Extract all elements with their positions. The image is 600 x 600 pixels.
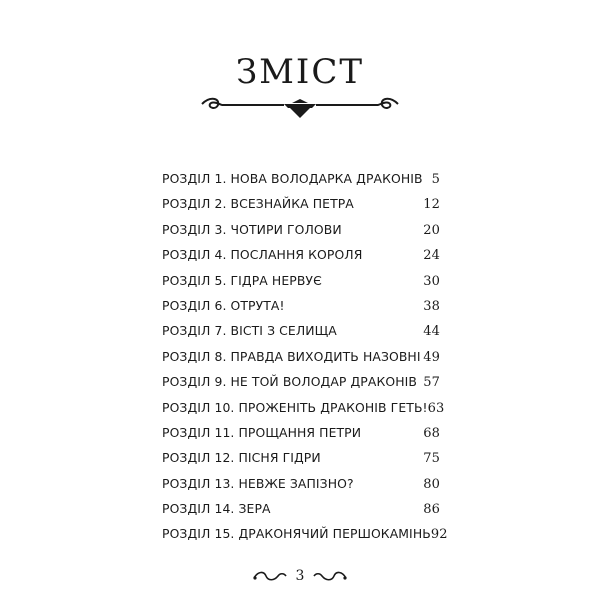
toc-entry-title: РОЗДІЛ 15. ДРАКОНЯЧИЙ ПЕРШОКАМІНЬ <box>162 526 431 542</box>
toc-entry[interactable] <box>162 196 440 221</box>
toc-entry-page: 63 <box>427 400 445 416</box>
toc-entry-title: РОЗДІЛ 13. НЕВЖЕ ЗАПІЗНО? <box>162 475 354 491</box>
page-title: ЗМІСТ <box>235 52 365 92</box>
toc-entry[interactable] <box>162 425 440 450</box>
toc-entry-title: РОЗДІЛ 2. ВСЕЗНАЙКА ПЕТРА <box>162 196 354 212</box>
toc-entry[interactable] <box>162 247 440 272</box>
toc-entry[interactable] <box>162 374 440 399</box>
page-footer <box>0 566 600 586</box>
toc-entry-title: РОЗДІЛ 3. ЧОТИРИ ГОЛОВИ <box>162 221 342 237</box>
toc-entry-title: РОЗДІЛ 14. ЗЕРА <box>162 501 271 517</box>
toc-entry[interactable] <box>162 349 440 374</box>
toc-entry[interactable] <box>162 399 445 425</box>
toc-entry-title: РОЗДІЛ 6. ОТРУТА! <box>162 297 285 313</box>
toc-entry-title: РОЗДІЛ 12. ПІСНЯ ГІДРИ <box>162 450 321 466</box>
toc-entry-title: РОЗДІЛ 7. ВІСТІ З СЕЛИЩА <box>162 323 337 339</box>
toc-entry-title: РОЗДІЛ 11. ПРОЩАННЯ ПЕТРИ <box>162 424 362 440</box>
toc-entry-page: 68 <box>423 425 440 441</box>
right-swash-icon <box>312 569 348 583</box>
table-of-contents <box>162 171 448 552</box>
toc-entry[interactable] <box>162 171 440 196</box>
toc-entry-title: РОЗДІЛ 9. НЕ ТОЙ ВОЛОДАР ДРАКОНІВ <box>162 374 417 390</box>
toc-entry-page: 12 <box>423 197 440 213</box>
toc-entry[interactable] <box>162 450 440 475</box>
page-number: 3 <box>295 568 305 584</box>
toc-entry-page: 75 <box>423 451 440 467</box>
toc-entry-title: РОЗДІЛ 10. ПРОЖЕНІТЬ ДРАКОНІВ ГЕТЬ! <box>162 399 428 415</box>
toc-entry-title: РОЗДІЛ 8. ПРАВДА ВИХОДИТЬ НАЗОВНІ <box>162 348 421 364</box>
toc-entry-page: 24 <box>423 248 440 264</box>
toc-entry[interactable] <box>162 501 440 526</box>
toc-entry-page: 5 <box>431 172 440 187</box>
toc-entry-page: 80 <box>423 476 440 492</box>
toc-entry-page: 49 <box>423 349 440 365</box>
toc-entry-page: 20 <box>423 222 440 238</box>
toc-entry[interactable] <box>162 273 440 298</box>
toc-entry[interactable] <box>162 298 440 323</box>
left-swash-icon <box>252 569 288 583</box>
toc-entry-page: 30 <box>423 273 440 289</box>
toc-entry-page: 44 <box>423 324 440 340</box>
toc-entry[interactable] <box>162 323 440 348</box>
toc-entry[interactable] <box>162 476 440 501</box>
toc-entry-page: 57 <box>423 375 440 391</box>
toc-entry-page: 86 <box>423 502 440 518</box>
title-ornament-icon <box>198 92 402 118</box>
toc-entry[interactable] <box>162 526 448 551</box>
toc-entry-title: РОЗДІЛ 4. ПОСЛАННЯ КОРОЛЯ <box>162 247 363 263</box>
toc-entry[interactable] <box>162 222 440 247</box>
toc-entry-title: РОЗДІЛ 5. ГІДРА НЕРВУЄ <box>162 272 322 288</box>
toc-entry-page: 92 <box>430 527 448 543</box>
toc-entry-page: 38 <box>423 298 440 314</box>
toc-entry-title: РОЗДІЛ 1. НОВА ВОЛОДАРКА ДРАКОНІВ <box>162 171 423 186</box>
